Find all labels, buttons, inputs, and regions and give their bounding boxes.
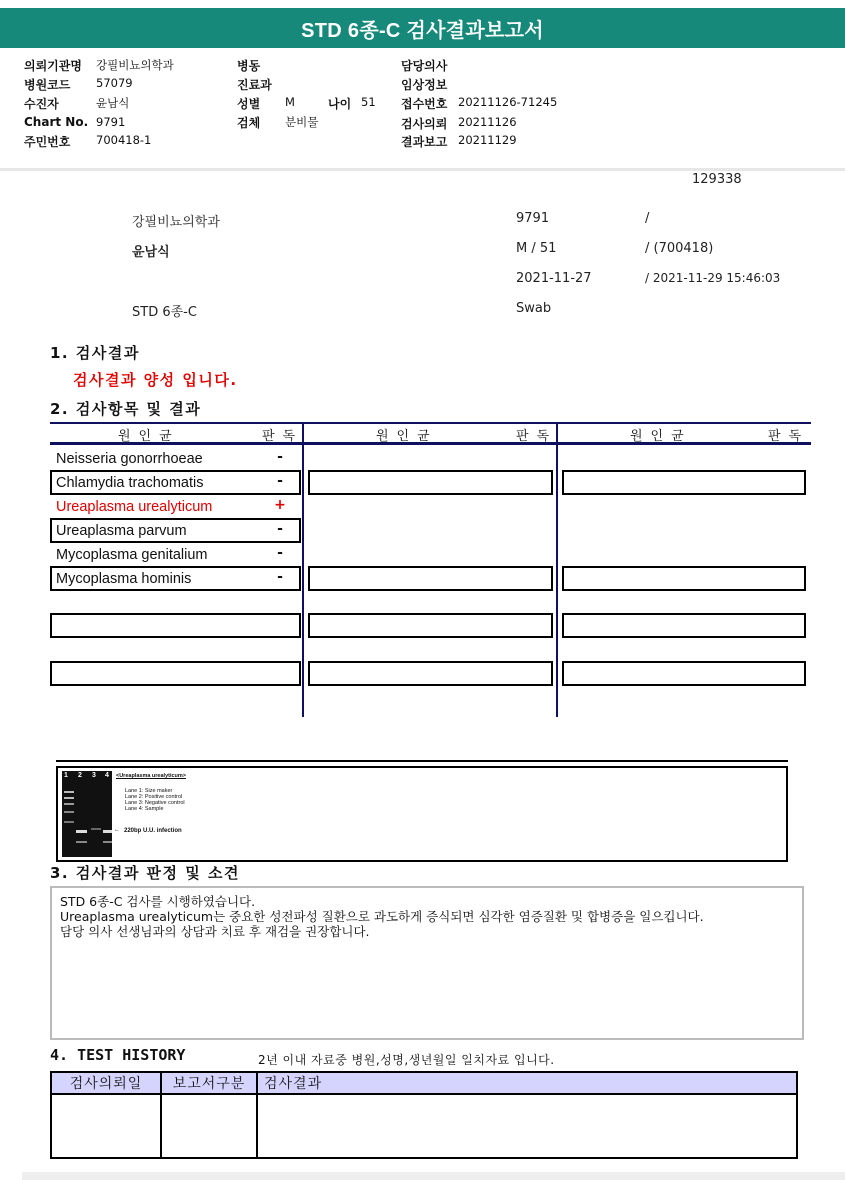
gel-legend-line: Lane 3: Negative control: [125, 800, 185, 806]
receipt-no-label: 접수번호: [401, 97, 448, 111]
empty-row-box: [50, 661, 301, 686]
report-title: STD 6종-C 검사결과보고서: [0, 8, 845, 48]
positive-control-band: [76, 830, 87, 833]
history-note: 2년 이내 자료중 병원,성명,생년월일 일치자료 입니다.: [258, 1053, 555, 1067]
page-footer-edge: [22, 1172, 845, 1180]
primer-band: [76, 841, 87, 843]
overall-result: 검사결과 양성 입니다.: [73, 371, 238, 389]
negative-control-band: [91, 828, 101, 830]
lane-number: 2: [78, 772, 82, 779]
history-col-result: 검사결과: [257, 1072, 797, 1094]
section1-heading: 1. 검사결과: [50, 344, 140, 362]
organism-name-positive: Ureaplasma urealyticum: [56, 499, 213, 515]
specimen-label: 검체: [237, 116, 261, 130]
judgment-negative: -: [277, 569, 283, 585]
gel-arrow-icon: ←: [114, 827, 120, 833]
request-date-value: 20211126: [458, 115, 517, 129]
column-divider: [302, 422, 304, 717]
gel-legend-line: Lane 1: Size maker: [125, 788, 173, 794]
hospital-code-value: 57079: [96, 76, 133, 90]
empty-row-box: [562, 566, 806, 591]
organism-name: Chlamydia trachomatis: [56, 475, 204, 491]
history-col-report-type: 보고서구분: [161, 1072, 257, 1094]
column-divider: [556, 422, 558, 717]
section2-heading: 2. 검사항목 및 결과: [50, 400, 202, 418]
empty-row-box: [308, 566, 553, 591]
empty-row-box: [308, 661, 553, 686]
sample-band: [103, 830, 112, 833]
clinical-info-label: 임상정보: [401, 78, 448, 92]
gel-title: <Ureaplasma urealyticum>: [116, 773, 187, 779]
gel-image: [62, 771, 112, 857]
hospital-code-label: 병원코드: [24, 78, 71, 92]
chart-no-label: Chart No.: [24, 115, 89, 129]
findings-line: 담당 의사 선생님과의 상담과 치료 후 재검을 권장합니다.: [60, 924, 370, 939]
organism-name: Mycoplasma genitalium: [56, 547, 208, 563]
lane-number: 4: [105, 772, 109, 779]
sex-value: M: [285, 95, 295, 109]
age-label: 나이: [328, 97, 352, 111]
summary-slash: /: [645, 211, 650, 226]
history-cell: [161, 1094, 257, 1158]
table-top-rule: [50, 422, 811, 424]
header-divider: [0, 168, 845, 171]
resident-no-label: 주민번호: [24, 135, 71, 149]
chart-no-value: 9791: [96, 115, 126, 129]
figure-rule: [56, 760, 788, 762]
history-col-request-date: 검사의뢰일: [51, 1072, 161, 1094]
judgment-negative: -: [277, 521, 283, 537]
patient-label: 수진자: [24, 97, 59, 111]
ward-label: 병동: [237, 59, 261, 73]
ladder-band: [64, 791, 74, 793]
judgment-negative: -: [277, 545, 283, 561]
summary-patient: 윤남식: [132, 245, 170, 260]
ladder-band: [64, 803, 74, 805]
summary-institution: 강필비뇨의학과: [132, 215, 220, 230]
lane-number: 3: [92, 772, 96, 779]
receipt-no-value: 20211126-71245: [458, 95, 558, 109]
organism-name: Mycoplasma hominis: [56, 571, 192, 587]
patient-value: 윤남식: [96, 96, 130, 110]
summary-test-name: STD 6종-C: [132, 305, 197, 320]
col-header-judgment: 판독: [262, 429, 304, 444]
gel-legend-line: Lane 2: Positive control: [125, 794, 183, 800]
primer-band: [103, 841, 112, 843]
summary-reported: / 2021-11-29 15:46:03: [645, 271, 781, 285]
age-value: 51: [361, 95, 376, 109]
summary-birth: / (700418): [645, 241, 714, 256]
col-header-organism: 원인균: [630, 429, 692, 444]
gel-band-annotation: 220bp U.U. infection: [124, 828, 182, 834]
col-header-organism: 원인균: [376, 429, 438, 444]
findings-line: STD 6종-C 검사를 시행하였습니다.: [60, 894, 256, 909]
ladder-band: [64, 811, 74, 813]
institution-label: 의뢰기관명: [24, 59, 82, 73]
judgment-negative: -: [277, 449, 283, 465]
report-date-value: 20211129: [458, 133, 517, 147]
col-header-organism: 원인균: [118, 429, 180, 444]
ladder-band: [64, 821, 74, 823]
request-date-label: 검사의뢰: [401, 117, 448, 131]
empty-row-box: [308, 613, 553, 638]
institution-value: 강필비뇨의학과: [96, 58, 174, 72]
empty-row-box: [562, 661, 806, 686]
resident-no-value: 700418-1: [96, 133, 152, 147]
section3-heading: 3. 검사결과 판정 및 소견: [50, 864, 240, 882]
empty-row-box: [50, 613, 301, 638]
findings-line: Ureaplasma urealyticum는 중요한 성전파성 질환으로 과도하게 증식되면 심각한 염증질환 및 합병증을 일으킵니다.: [60, 909, 704, 924]
sex-label: 성별: [237, 97, 261, 111]
organism-name: Neisseria gonorrhoeae: [56, 451, 203, 467]
serial-number: 129338: [692, 172, 742, 187]
gel-legend-line: Lane 4: Sample: [125, 806, 164, 812]
empty-row-box: [562, 470, 806, 495]
ladder-band: [64, 797, 74, 799]
judgment-negative: -: [277, 473, 283, 489]
col-header-judgment: 판독: [768, 429, 810, 444]
summary-specimen: Swab: [516, 301, 552, 316]
col-header-judgment: 판독: [516, 429, 558, 444]
history-table: [50, 1071, 798, 1159]
gel-figure-frame: [56, 766, 788, 862]
doctor-label: 담당의사: [401, 59, 448, 73]
lane-number: 1: [64, 772, 68, 779]
summary-chart-no: 9791: [516, 211, 550, 226]
dept-label: 진료과: [237, 78, 272, 92]
empty-row-box: [308, 470, 553, 495]
summary-collected: 2021-11-27: [516, 271, 592, 286]
summary-sex-age: M / 51: [516, 241, 557, 256]
organism-name: Ureaplasma parvum: [56, 523, 187, 539]
report-date-label: 결과보고: [401, 135, 448, 149]
specimen-value: 분비물: [285, 115, 319, 129]
section4-heading: 4. TEST HISTORY: [50, 1046, 186, 1064]
history-cell: [51, 1094, 161, 1158]
judgment-positive: +: [274, 497, 286, 513]
empty-row-box: [562, 613, 806, 638]
history-cell: [257, 1094, 797, 1158]
